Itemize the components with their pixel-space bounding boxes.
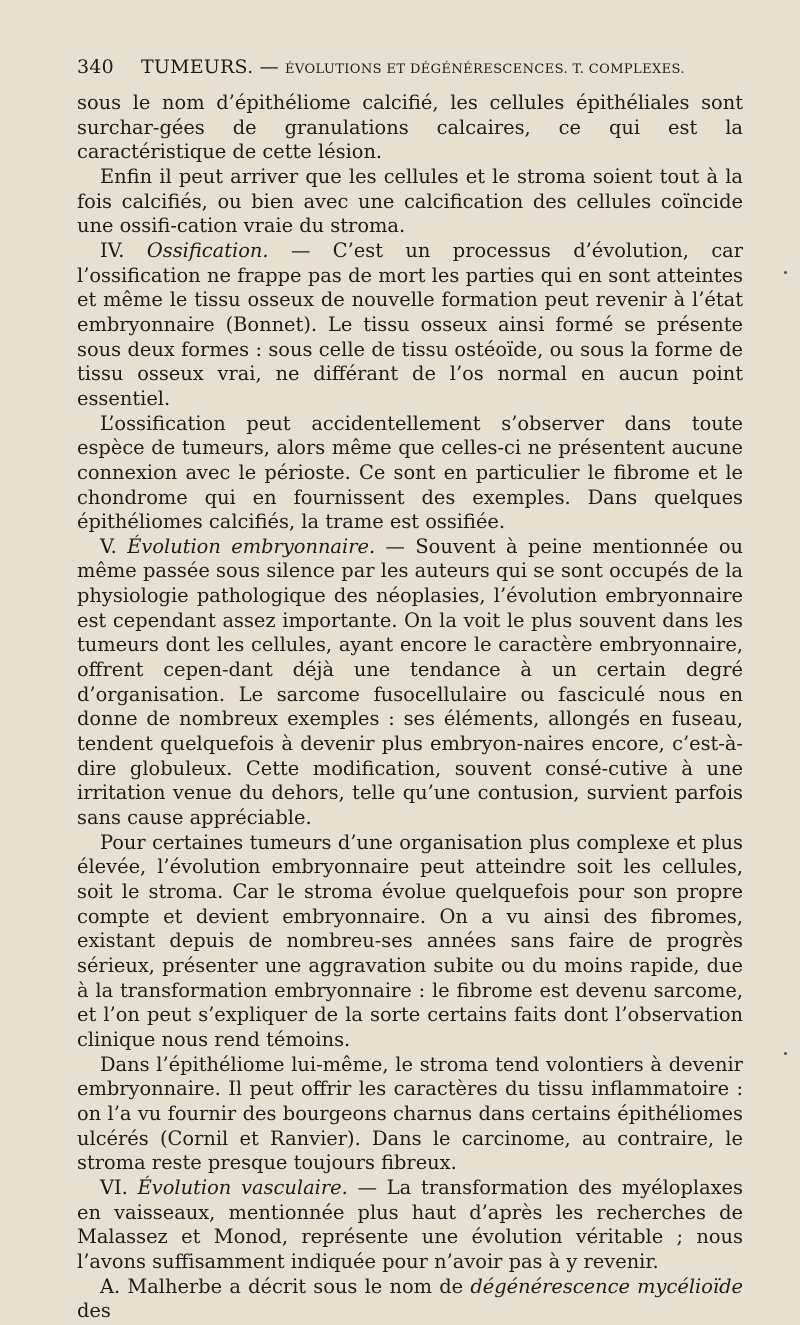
paragraph-text: sous le nom d’épithéliome calcifié, les cellules épithéliales sont surchar-gées de granulations calcaires, ce qui est la caractéristique de cette lésion. <box>77 91 743 164</box>
paragraph-text: — Souvent à peine mentionnée ou même passée sous silence par les auteurs qui se sont occupés de la physiologie pathologique des néoplasies, l’évolution embryonnaire est cependant assez importante. On la voit le plus souvent dans les tumeurs dont les cellules, ayant encore le caractère embryonnaire, offrent cepen-dant déjà une tendance à un certain degré d’organisation. Le sarcome fusocellulaire ou fasciculé nous en donne de nombreux exemples : ses éléments, allongés en fuseau, tendent quelquefois à devenir plus embryon-naires encore, c’est-à-dire globuleux. Cette modification, souvent consé-cutive à une irritation venue du dehors, telle qu’une contusion, survient parfois sans cause appréciable. <box>77 534 743 830</box>
paragraph-text: Enfin il peut arriver que les cellules et le stroma soient tout à la fois calcifiés, ou bien avec une calcification des cellules coïncide une ossifi-cation vraie du stroma. <box>77 164 743 238</box>
header-separator: — <box>259 56 279 78</box>
margin-speck <box>784 271 787 274</box>
section-title: TUMEURS. <box>141 56 254 78</box>
running-head <box>77 56 749 88</box>
body-text <box>77 91 743 1324</box>
paragraph-embryonic-evolution <box>77 535 743 831</box>
paragraph-text: A. Malherbe a décrit sous le nom de <box>100 1274 464 1298</box>
paragraph-accidental-ossification <box>77 412 743 535</box>
margin-speck <box>784 1052 787 1055</box>
paragraph-text: Dans l’épithéliome lui-même, le stroma tend volontiers à devenir embryonnaire. Il peut offrir les caractères du tissu inflammatoire : on l’a vu fournir des bourgeons charnus dans certains épithéliomes ulcérés (Cornil et Ranvier). Dans le carcinome, au contraire, le stroma reste presque toujours fibreux. <box>77 1052 743 1175</box>
section-heading: Évolution vasculaire. <box>137 1175 348 1199</box>
paragraph-complex-tumors <box>77 831 743 1053</box>
paragraph-text: — La transformation des myéloplaxes en vaisseaux, mentionnée plus haut d’après les recherches de Malassez et Monod, représente une évolution véritable ; nous l’avons suffisamment indiquée pour n’avoir pas à y revenir. <box>77 1175 743 1273</box>
paragraph-vascular-evolution <box>77 1176 743 1275</box>
paragraph-text-end: des <box>77 1299 111 1323</box>
running-head-subtitle: ÉVOLUTIONS ET DÉGÉNÉRESCENCES. T. COMPLEXES. <box>285 62 685 77</box>
italic-term: dégénérescence mycélioïde <box>470 1274 743 1298</box>
section-heading: Ossification. <box>146 238 269 262</box>
paragraph-calcified-epithelioma <box>77 91 743 165</box>
paragraph-text: L’ossification peut accidentellement s’observer dans toute espèce de tumeurs, alors même que celles-ci ne présentent aucune connexion avec le périoste. Ce sont en particulier le fibrome et le chondrome qui en fournissent des exemples. Dans quelques épithéliomes calcifiés, la trame est ossifiée. <box>77 411 743 534</box>
page-number: 340 <box>77 56 114 78</box>
paragraph-epithelioma-stroma <box>77 1053 743 1176</box>
paragraph-malherbe <box>77 1275 743 1324</box>
paragraph-text: — C’est un processus d’évolution, car l’ossification ne frappe pas de mort les parties qui en sont atteintes et même le tissu osseux de nouvelle formation peut revenir à l’état embryonnaire (Bonnet). Le tissu osseux ainsi formé se présente sous deux formes : sous celle de tissu ostéoïde, ou sous la forme de tissu osseux vrai, ne différant de l’os normal en aucun point essentiel. <box>77 238 744 410</box>
paragraph-ossification <box>77 239 743 412</box>
section-number: V. <box>100 534 117 558</box>
section-heading: Évolution embryonnaire. <box>127 534 376 558</box>
section-number: VI. <box>100 1175 128 1199</box>
paragraph-text: Pour certaines tumeurs d’une organisation plus complexe et plus élevée, l’évolution embryonnaire peut atteindre soit les cellules, soit le stroma. Car le stroma évolue quelquefois pour son propre compte et devient embryonnaire. On a vu ainsi des fibromes, existant depuis de nombreu-ses années sans faire de progrès sérieux, présenter une aggravation subite ou du moins rapide, due à la transformation embryonnaire : le fibrome est devenu sarcome, et l’on peut s’expliquer de la sorte certains faits dont l’observation clinique nous rend témoins. <box>77 830 743 1051</box>
section-number: IV. <box>100 238 125 262</box>
paragraph-cells-and-stroma <box>77 165 743 239</box>
